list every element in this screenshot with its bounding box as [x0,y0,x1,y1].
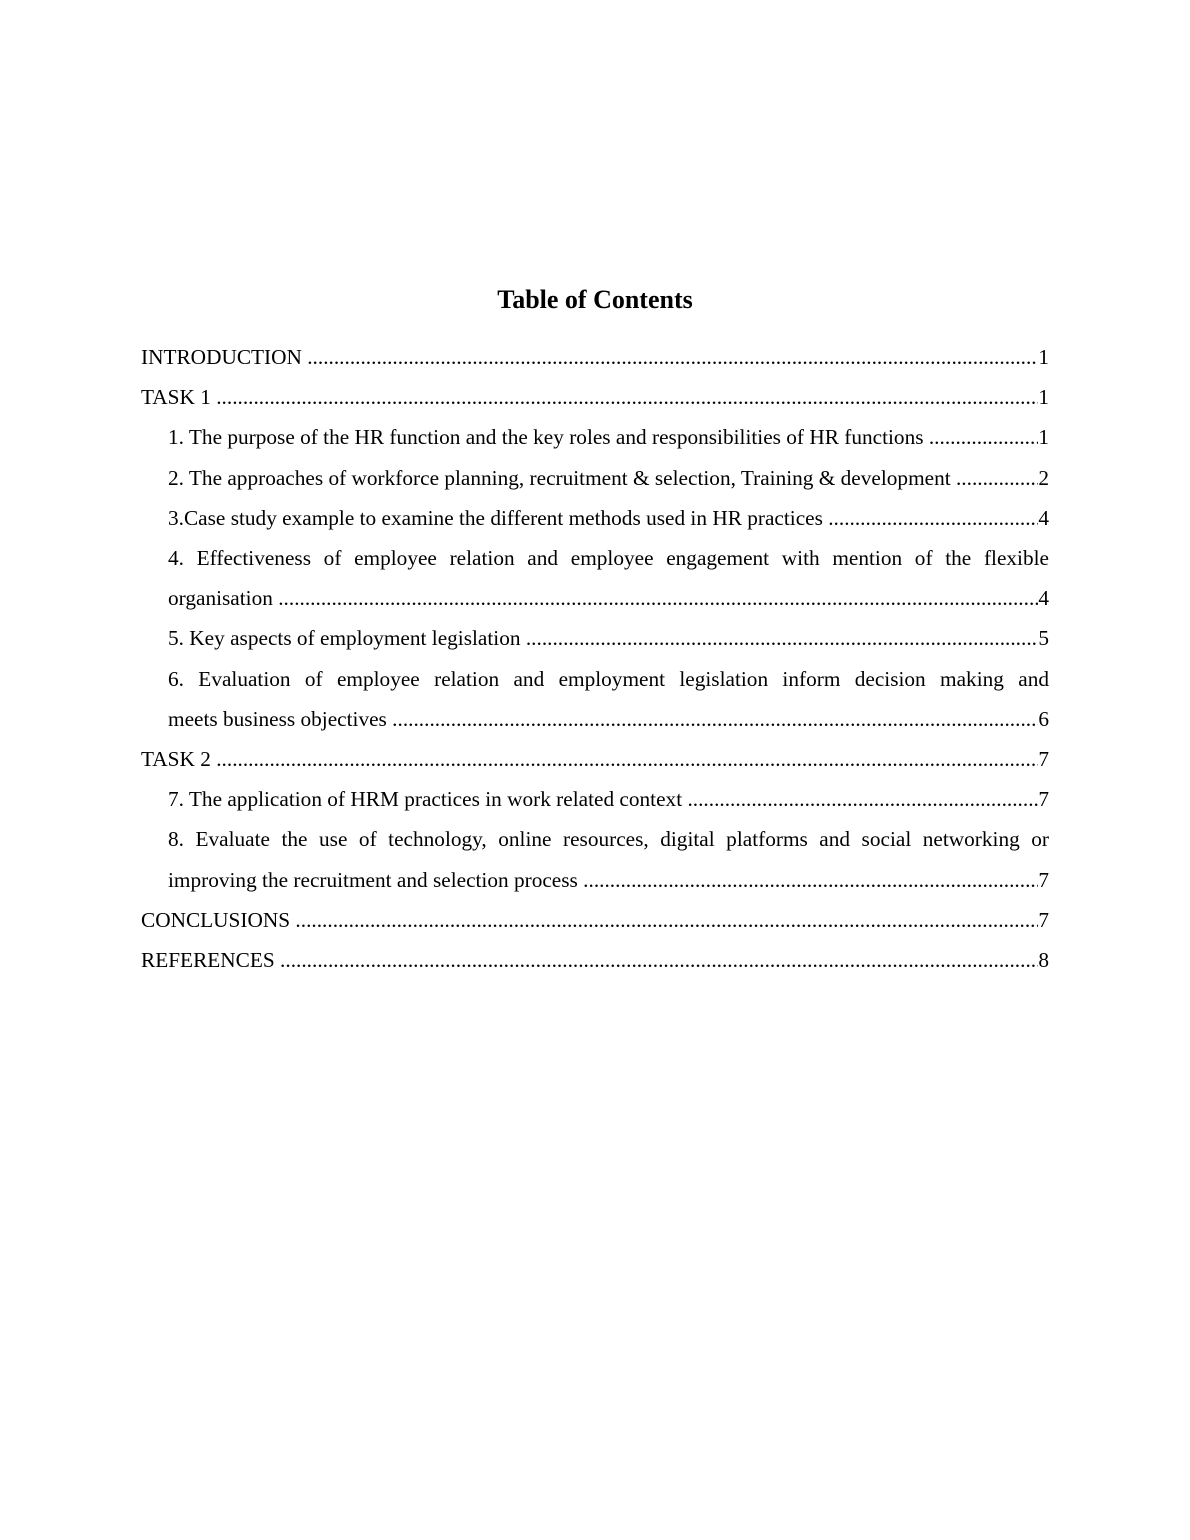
toc-entry-page: 6 [1038,699,1049,739]
toc-entry-text: INTRODUCTION [141,345,302,369]
toc-entry-page: 2 [1038,458,1049,498]
toc-entry-page: 7 [1038,900,1049,940]
toc-entry-page: 1 [1038,417,1049,457]
toc-entry-text: TASK 1 [141,385,211,410]
toc-entry-section-2[interactable] [141,458,1049,498]
toc-entry-introduction[interactable] [141,337,1049,377]
toc-entry-page: 4 [1038,498,1049,538]
toc-entry-page: 1 [1038,377,1049,417]
toc-entry-page: 7 [1038,779,1049,819]
toc-entry-text: improving the recruitment and selection process [168,867,578,892]
toc-entry-page: 7 [1038,739,1049,779]
toc-entry-text: REFERENCES [141,948,275,973]
toc-entry-section-1[interactable] [141,417,1049,457]
toc-entry-text: organisation [168,586,273,611]
toc-entry-section-4[interactable] [141,538,1049,618]
toc-entry-text: 7. The application of HRM practices in work related context [168,787,683,812]
toc-entry-task-1[interactable] [141,377,1049,417]
toc-title: Table of Contents [497,285,693,314]
toc-entry-page: 4 [1038,578,1049,618]
toc-entry-section-3[interactable] [141,498,1049,538]
toc-entry-page: 7 [1038,860,1049,900]
toc-entry-text-line-1: 6. Evaluation of employee relation and employment legislation inform decision making and [168,666,1049,691]
toc-entry-section-8[interactable] [141,819,1049,899]
toc-entry-text: CONCLUSIONS [141,907,291,932]
toc-entry-page: 1 [1038,337,1049,377]
toc-entry-references[interactable] [141,940,1049,980]
toc-entry-section-5[interactable] [141,618,1049,658]
toc-entry-text: TASK 2 [141,747,211,772]
toc-entry-page: 8 [1038,940,1049,980]
toc-entry-text: meets business objectives [168,706,387,731]
toc-entry-text: 3.Case study example to examine the different methods used in HR practices [168,505,823,530]
toc-entry-text-line-1: 8. Evaluate the use of technology, online resources, digital platforms and social networking or [168,827,1049,852]
toc-entry-text-line-1: 4. Effectiveness of employee relation and employee engagement with mention of the flexible [168,546,1049,571]
toc-entry-conclusions[interactable] [141,900,1049,940]
toc-entry-text: 2. The approaches of workforce planning, recruitment & selection, Training & development [168,465,951,490]
toc-entry-page: 5 [1038,618,1049,658]
table-of-contents [141,337,1049,980]
toc-entry-text: 1. The purpose of the HR function and the key roles and responsibilities of HR functions [168,425,924,450]
toc-entry-text: 5. Key aspects of employment legislation [168,626,521,651]
toc-entry-task-2[interactable] [141,739,1049,779]
toc-entry-section-6[interactable] [141,659,1049,739]
toc-entry-section-7[interactable] [141,779,1049,819]
